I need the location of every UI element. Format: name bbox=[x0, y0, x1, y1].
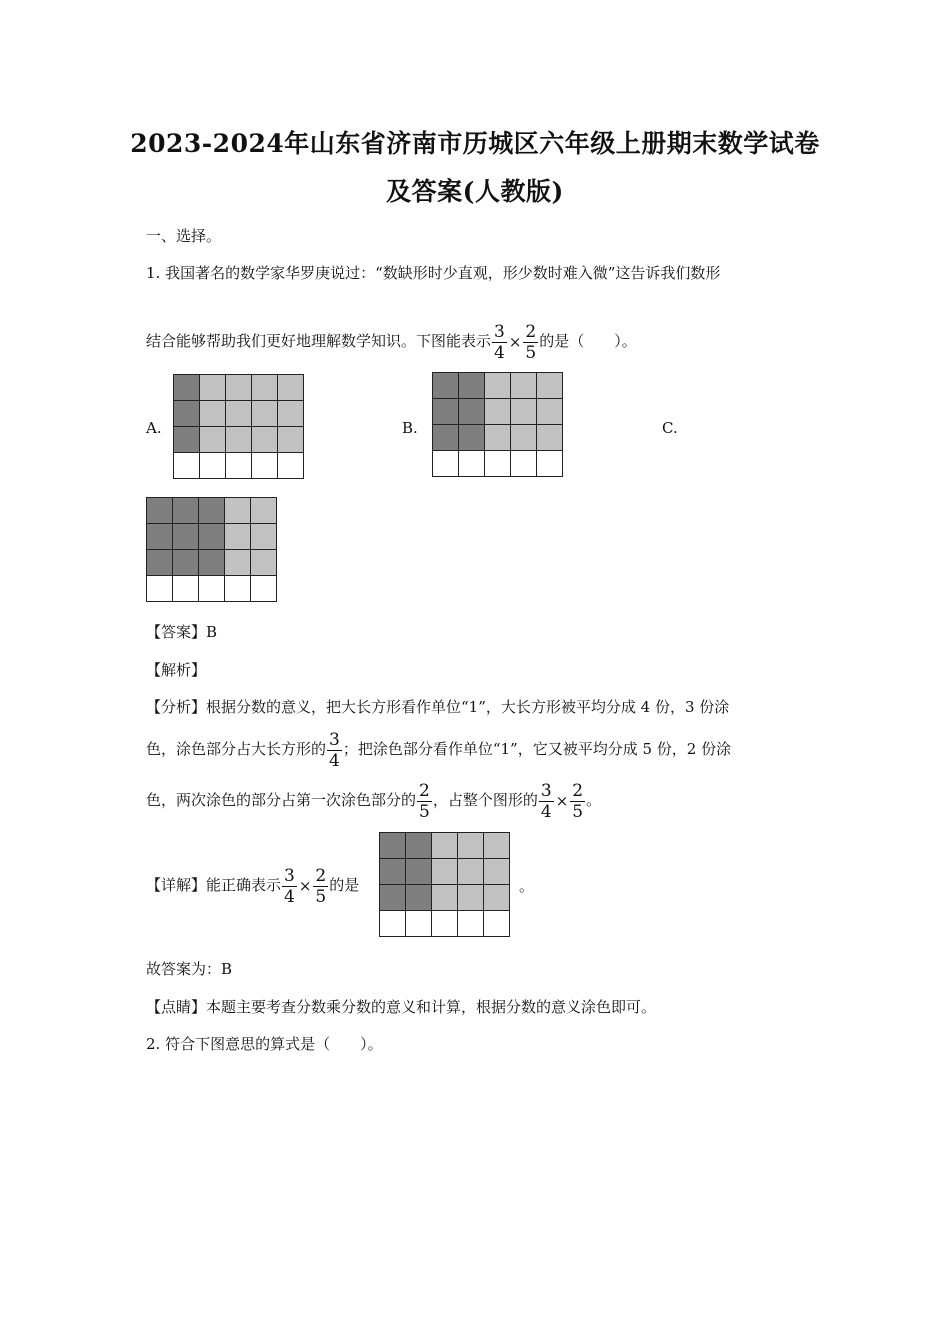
fenxi-line2-tail: ；把涂色部分看作单位“1”，它又被平均分成 5 份，2 份涂 bbox=[342, 740, 732, 758]
doc-title-line2: 及答案(人教版) bbox=[386, 177, 564, 206]
fraction-2-5 bbox=[313, 866, 328, 907]
times-sign: × bbox=[555, 792, 569, 810]
analysis-heading: 【解析】 bbox=[146, 661, 207, 679]
numerator: 3 bbox=[494, 321, 505, 342]
xiangjie-period: 。 bbox=[519, 877, 535, 895]
q1-line2-text: 结合能够帮助我们更好地理解数学知识。下图能表示 bbox=[146, 332, 492, 350]
denominator: 4 bbox=[494, 342, 505, 363]
fraction-3-4 bbox=[327, 730, 342, 771]
option-a-grid bbox=[173, 374, 304, 479]
denominator: 5 bbox=[572, 801, 584, 822]
option-b-grid bbox=[432, 372, 563, 477]
fraction-3-4 bbox=[282, 866, 297, 907]
xiangjie-grid bbox=[379, 832, 510, 937]
option-a-label: A. bbox=[146, 419, 162, 437]
fenxi-line3 bbox=[146, 775, 601, 826]
fenxi-line3-tail: 。 bbox=[586, 791, 602, 809]
denominator: 4 bbox=[329, 750, 340, 771]
conclusion-line: 故答案为：B bbox=[146, 960, 233, 978]
denominator: 4 bbox=[540, 801, 552, 822]
fraction-3-4 bbox=[492, 322, 507, 363]
times-sign: × bbox=[298, 877, 312, 895]
denominator: 4 bbox=[284, 886, 295, 907]
fenxi-line3-mid: ，占整个图形的 bbox=[432, 791, 538, 809]
q1-line2-tail: 的是（ ）。 bbox=[539, 332, 637, 350]
numerator: 2 bbox=[572, 780, 584, 801]
times-sign: × bbox=[508, 333, 522, 351]
fraction-2-5 bbox=[523, 322, 538, 363]
xiangjie-line bbox=[146, 860, 359, 911]
numerator: 3 bbox=[540, 780, 552, 801]
denominator: 5 bbox=[525, 342, 537, 363]
q1-line1: 1. 我国著名的数学家华罗庚说过：“数缺形时少直观，形少数时难入微”这告诉我们数形 bbox=[146, 264, 721, 282]
doc-title-line1: 2023-2024年山东省济南市历城区六年级上册期末数学试卷 bbox=[130, 129, 820, 158]
fenxi-line2 bbox=[146, 724, 731, 774]
section-heading: 一、选择。 bbox=[146, 227, 222, 245]
xiangjie-text: 【详解】能正确表示 bbox=[146, 876, 282, 894]
fraction-2-5 bbox=[570, 781, 585, 822]
q1-line2 bbox=[146, 306, 637, 377]
xiangjie-mid: 的是 bbox=[329, 876, 360, 894]
numerator: 2 bbox=[419, 780, 430, 801]
denominator: 5 bbox=[419, 801, 430, 822]
numerator: 2 bbox=[525, 321, 537, 342]
q2-line: 2. 符合下图意思的算式是（ ）。 bbox=[146, 1035, 383, 1053]
dianjing-line: 【点睛】本题主要考查分数乘分数的意义和计算，根据分数的意义涂色即可。 bbox=[146, 998, 657, 1016]
fenxi-line2-text: 色，涂色部分占大长方形的 bbox=[146, 740, 327, 758]
option-c-label: C. bbox=[662, 419, 678, 437]
numerator: 3 bbox=[329, 729, 340, 750]
fenxi-line3-text: 色，两次涂色的部分占第一次涂色部分的 bbox=[146, 791, 417, 809]
fenxi-line1: 【分析】根据分数的意义，把大长方形看作单位“1”，大长方形被平均分成 4 份，3 份涂 bbox=[146, 698, 730, 716]
option-c-grid bbox=[146, 497, 277, 602]
denominator: 5 bbox=[315, 886, 327, 907]
fraction-3-4 bbox=[539, 781, 554, 822]
numerator: 3 bbox=[284, 865, 295, 886]
option-b-label: B. bbox=[402, 419, 418, 437]
numerator: 2 bbox=[315, 865, 327, 886]
answer-line: 【答案】B bbox=[146, 623, 218, 641]
fraction-2-5 bbox=[417, 781, 432, 822]
